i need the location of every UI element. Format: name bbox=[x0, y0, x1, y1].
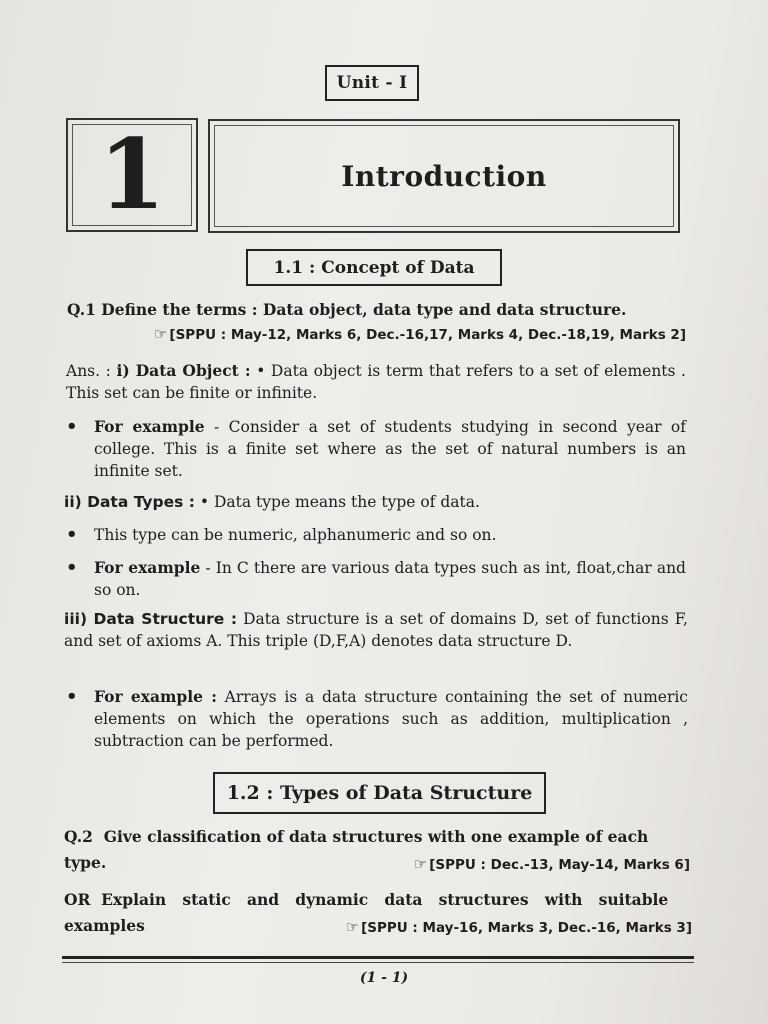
data-structure-definition bbox=[64, 608, 688, 652]
bullet-icon: • bbox=[66, 557, 78, 578]
chapter-number: 1 bbox=[72, 124, 192, 226]
reference-q2-or bbox=[260, 918, 692, 936]
chapter-title-box bbox=[208, 119, 680, 233]
chapter-number-box bbox=[66, 118, 198, 232]
bullet1-text: - Consider a set of students studying in second year of college. This is a finite set where as the set of natural numbers is an infinite set. bbox=[94, 418, 686, 480]
bullet-type-numeric: This type can be numeric, alphanumeric and so on. bbox=[94, 526, 497, 544]
data-types-label: ii) Data Types : bbox=[64, 493, 195, 511]
question-1: Q.1 Define the terms : Data object, data type and data structure. bbox=[67, 300, 627, 319]
answer-data-object bbox=[66, 360, 686, 404]
page-number: (1 - 1) bbox=[359, 970, 409, 986]
bullet-example-3 bbox=[94, 686, 688, 752]
data-structure-label: iii) Data Structure : bbox=[64, 610, 238, 628]
bullet-example-2 bbox=[94, 557, 686, 601]
bullet3-text: - In C there are various data types such as int, float,char and so on. bbox=[94, 559, 686, 599]
answer-label: Ans. : bbox=[66, 362, 111, 380]
bullet4-text: Arrays is a data structure containing the set of numeric elements on which the operations such as addition, multiplication , subtraction can be performed. bbox=[94, 688, 688, 750]
pointing-hand-icon: ☞ bbox=[153, 325, 168, 343]
bullet3-label: For example bbox=[94, 558, 201, 577]
data-object-text: • Data object is term that refers to a set of elements . This set can be finite or infinite. bbox=[66, 362, 686, 402]
bullet-example-1 bbox=[94, 416, 686, 482]
bullet4-label: For example : bbox=[94, 687, 217, 706]
chapter-title: Introduction bbox=[214, 125, 674, 227]
pointing-hand-icon: ☞ bbox=[413, 855, 428, 873]
or-question-line1: OR Explain static and dynamic data structures with suitable bbox=[64, 890, 669, 909]
reference-q2 bbox=[300, 855, 690, 873]
reference-q1 bbox=[100, 325, 686, 343]
data-types-line bbox=[64, 491, 684, 513]
footer-rule-thick bbox=[62, 956, 694, 959]
section-heading-1-2: 1.2 : Types of Data Structure bbox=[213, 772, 546, 814]
data-object-label: i) Data Object : bbox=[116, 361, 251, 380]
data-structure-text: Data structure is a set of domains D, set of functions F, and set of axioms A. This triple (D,F,A) denotes data structure D. bbox=[64, 610, 688, 650]
question-2-line1: Q.2 Give classification of data structures with one example of each bbox=[64, 827, 649, 846]
data-types-text: • Data type means the type of data. bbox=[199, 493, 480, 511]
unit-label: Unit - I bbox=[325, 65, 419, 101]
section-heading-1-1: 1.1 : Concept of Data bbox=[246, 249, 502, 286]
reference-q2-text: [SPPU : Dec.-13, May-14, Marks 6] bbox=[429, 857, 690, 873]
bullet1-label: For example bbox=[94, 417, 205, 436]
bullet-icon: • bbox=[66, 416, 78, 437]
pointing-hand-icon: ☞ bbox=[345, 918, 360, 936]
reference-q2-or-text: [SPPU : May-16, Marks 3, Dec.-16, Marks 3] bbox=[361, 920, 692, 936]
bullet-icon: • bbox=[66, 524, 78, 545]
reference-q1-text: [SPPU : May-12, Marks 6, Dec.-16,17, Marks 4, Dec.-18,19, Marks 2] bbox=[169, 327, 686, 343]
question-2-line2: type. bbox=[64, 853, 107, 872]
or-question-line2: examples bbox=[64, 916, 145, 935]
footer-rule-thin bbox=[62, 962, 694, 963]
bullet-icon: • bbox=[66, 686, 78, 707]
